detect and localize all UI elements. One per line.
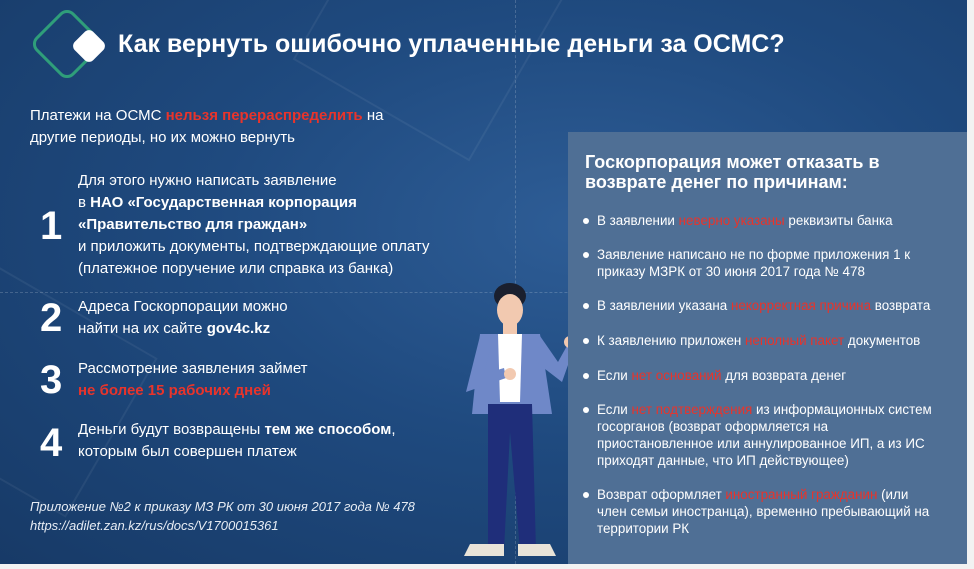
reason-item: Заявление написано не по форме приложения 1 к приказу МЗРК от 30 июня 2017 года № 478 (583, 246, 927, 280)
step-2-text: Адреса Госкорпорации можно найти на их сайте gov4c.kz (78, 298, 288, 337)
footnote-url: https://adilet.zan.kz/rus/docs/V1700015361 (30, 518, 279, 533)
reason-item: В заявлении указана некорректная причина возврата (583, 297, 967, 314)
reason-item: К заявлению приложен неполный пакет документов (583, 332, 967, 349)
reason-item: Если нет оснований для возврата денег (583, 367, 967, 384)
step-3-highlight: не более 15 рабочих дней (78, 382, 271, 399)
step-number: 3 (40, 358, 63, 402)
step-number: 1 (40, 204, 63, 248)
reason-item: Если нет подтверждения из информационных систем госорганов (возврат оформляется на приостановленное или аннулированное ИП, а из ИС приходят данные, что ИП действующее) (583, 401, 942, 469)
refusal-title: Госкорпорация может отказать в возврате денег по причинам: (585, 152, 880, 192)
step-number: 4 (40, 421, 63, 465)
step-1-text: Для этого нужно написать заявление в НАО «Государственная корпорация «Правительство для граждан» и приложить документы, подтверждающие оплату (платежное поручение или справка из банка) (78, 172, 430, 277)
step-3-text: Рассмотрение заявления займет не более 15 рабочих дней (78, 358, 498, 402)
footnote (30, 497, 415, 535)
intro-highlight: нельзя перераспределить (165, 107, 363, 124)
reason-item: В заявлении неверно указаны реквизиты банка (583, 212, 967, 229)
intro-text: Платежи на ОСМС нельзя перераспределить на другие периоды, но их можно вернуть (30, 107, 384, 146)
page-title: Как вернуть ошибочно уплаченные деньги за ОСМС? (118, 30, 785, 58)
footnote-source: Приложение №2 к приказу МЗ РК от 30 июня 2017 года № 478 (30, 499, 415, 514)
step-4-text: Деньги будут возвращены тем же способом, которым был совершен платеж (78, 421, 396, 460)
reason-item: Возврат оформляет иностранный гражданин (или член семьи иностранца), временно пребывающий на территории РК (583, 486, 937, 537)
step-number: 2 (40, 296, 63, 340)
